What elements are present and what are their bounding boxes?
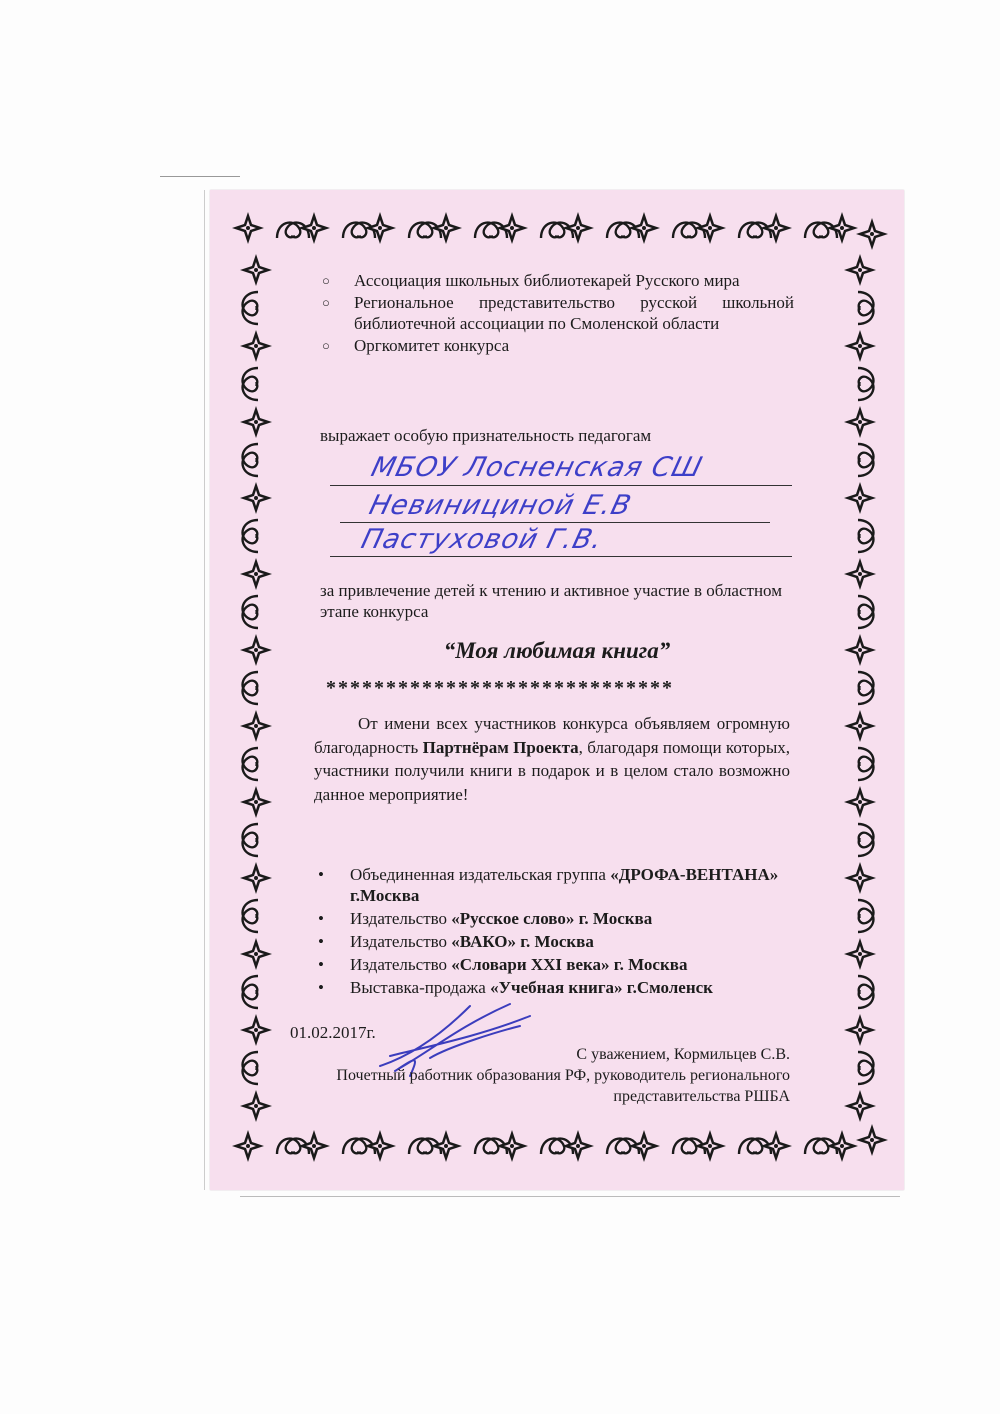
partner-prefix: Объединенная издательская группа [350, 865, 611, 884]
partner-name: «Русское слово» г. Москва [451, 909, 653, 928]
handwritten-teacher-2: Пастуховой Г.В. [358, 524, 607, 555]
bullet-icon: • [318, 978, 324, 997]
organizer-text: Оргкомитет конкурса [354, 336, 510, 355]
signature-block [290, 1044, 790, 1107]
organizer-text: Ассоциация школьных библиотекарей Русского мира [354, 271, 740, 290]
partner-item [316, 954, 790, 975]
reason-text: за привлечение детей к чтению и активное участие в областном этапе конкурса [320, 581, 782, 621]
partner-name: «ВАКО» г. Москва [451, 932, 594, 951]
scan-artifact [160, 176, 240, 177]
partner-name: «Учебная книга» г.Смоленск [490, 978, 713, 997]
document-date: 01.02.2017г. [290, 1023, 376, 1042]
handwritten-teacher-1: Невинициной Е.В [366, 490, 635, 521]
organizers-list [320, 270, 794, 357]
star-divider: ***************************** [326, 677, 674, 699]
bullet-icon: • [318, 932, 324, 951]
thanks-text-part1: От имени всех участников конкурса объявляем огромную благодарность [314, 714, 790, 757]
hollow-bullet-icon: ○ [322, 295, 330, 310]
partner-item [316, 864, 790, 906]
partner-prefix: Издательство [350, 932, 452, 951]
partner-name: «ДРОФА-ВЕНТАНА» г.Москва [350, 865, 779, 905]
organizer-item [320, 292, 794, 334]
partner-prefix: Выставка-продажа [350, 978, 491, 997]
partner-name: «Словари XXI века» г. Москва [451, 955, 688, 974]
partner-item [316, 931, 790, 952]
bullet-icon: • [318, 909, 324, 928]
organizer-item [320, 270, 794, 291]
hollow-bullet-icon: ○ [322, 338, 330, 353]
partner-item [316, 977, 790, 998]
position-line-1: Почетный работник образования РФ, руководитель регионального [336, 1067, 790, 1084]
partner-prefix: Издательство [350, 909, 452, 928]
handwritten-school: МБОУ Лосненская СШ [368, 452, 706, 483]
thanks-text-part2: , благодаря помощи которых, участники получили книги в подарок и в целом стало возможно данное мероприятие! [314, 737, 790, 804]
bullet-icon: • [318, 955, 324, 974]
lead-text: выражает особую признательность педагогам [320, 426, 652, 445]
partner-prefix: Издательство [350, 955, 452, 974]
partner-item [316, 908, 790, 929]
thanks-bold: Партнёрам Проекта [422, 737, 579, 757]
hollow-bullet-icon: ○ [322, 273, 330, 288]
regards-line: С уважением, Кормильцев С.В. [576, 1046, 790, 1063]
organizer-text: Региональное представительство русской школьной библиотечной ассоциации по Смоленской области [354, 293, 794, 333]
bullet-icon: • [318, 865, 324, 884]
position-line-2: представительства РШБА [613, 1088, 790, 1105]
organizer-item [320, 335, 794, 356]
scan-artifact [204, 190, 205, 1190]
contest-title: “Моя любимая книга” [443, 638, 671, 663]
thanks-paragraph [314, 712, 790, 806]
scan-artifact [240, 1196, 900, 1197]
partners-list [316, 864, 790, 1000]
